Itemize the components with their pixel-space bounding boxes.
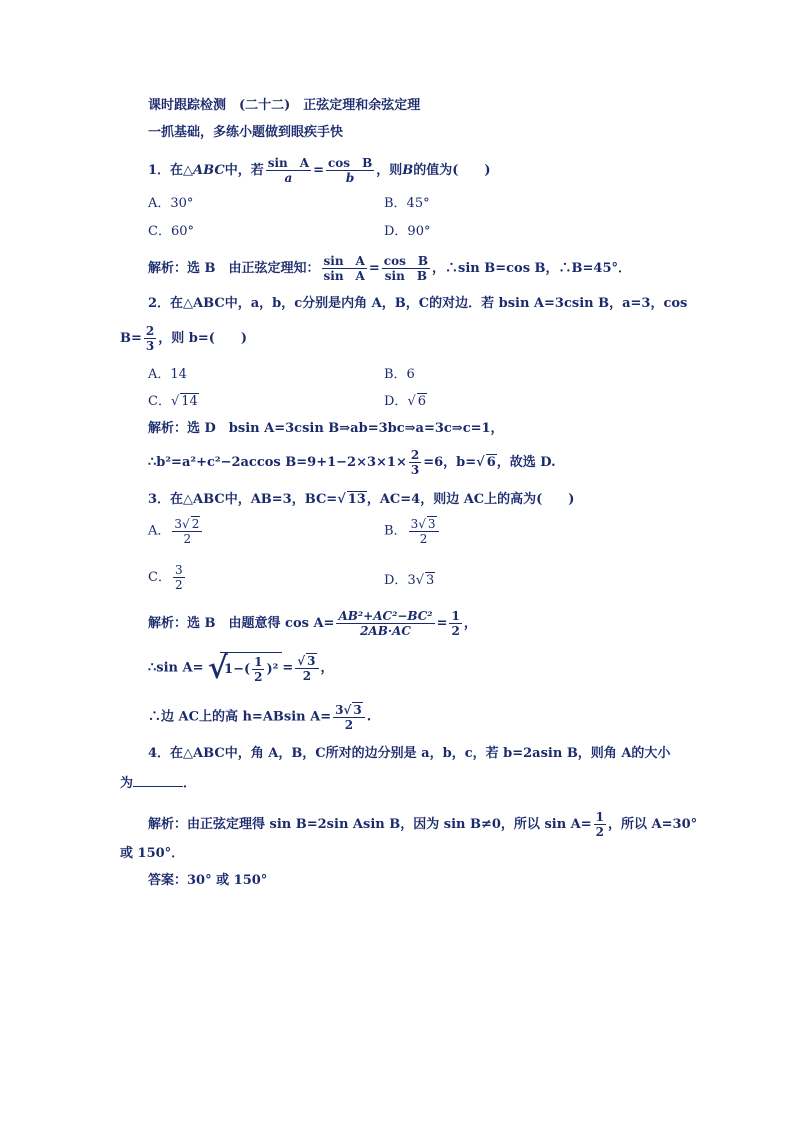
q3-solution-line3: ∴边 AC上的高 h=ABsin A= $\frac{3√ 3}{2}$ . xyxy=(148,702,371,732)
section-subtitle: 一抓基础，多练小题做到眼疾手快 xyxy=(148,125,344,140)
q1-option-b: B．45° xyxy=(384,196,430,211)
q1-stem: 1．在△ABC中，若 $\frac{\text{sin A}}{a}$ = $\frac{\text{cos B}}{b}$ ，则B的值为( ) xyxy=(148,156,491,185)
q3-option-c: C． $\frac{3}{2}$ xyxy=(148,563,183,592)
q2-option-d: D．√ 6 xyxy=(384,393,427,410)
q2-option-a: A．14 xyxy=(148,367,187,382)
q2-solution-line1: 解析：选 D bsin A=3csin B⇒ab=3bc⇒a=3c⇒c=1， xyxy=(148,421,504,436)
square-root-sign: √ 1−( $\frac{1}{2}$ )² xyxy=(208,652,282,684)
q3-option-d: D．3√ 3 xyxy=(384,572,435,589)
q3-solution-line1: 解析：选 B 由题意得 cos A= $\frac{\text{AB²+AC²−BC²}}{2AB\cdot AC}$ = $\frac{1}{2}$ ， xyxy=(148,609,477,638)
q2-stem-line2: B= $\frac{2}{3}$ ，则 b=( ) xyxy=(120,324,248,353)
q1-option-a: A．30° xyxy=(148,196,194,211)
q1-option-c: C．60° xyxy=(148,224,194,239)
q4-solution-line2: 或 150°． xyxy=(120,846,185,861)
answer-blank xyxy=(133,774,183,787)
q2-option-b: B．6 xyxy=(384,367,415,382)
q3-stem: 3．在△ABC中，AB=3，BC=√ 13，AC=4，则边 AC上的高为( ) xyxy=(148,491,574,508)
q4-stem-line2: 为 ． xyxy=(120,776,197,791)
q4-stem-line1: 4．在△ABC中，角 A，B，C所对的边分别是 a，b，c，若 b=2asin B，则角 A的大小 xyxy=(148,746,671,761)
q3-option-a: A． $\frac{3√ 2}{2}$ xyxy=(148,516,204,546)
q3-option-b: B． $\frac{3√ 3}{2}$ xyxy=(384,516,441,546)
q1-option-d: D．90° xyxy=(384,224,431,239)
q2-option-c: C．√ 14 xyxy=(148,393,199,410)
q2-solution-line2: ∴b²=a²+c²−2accos B=9+1−2×3×1× $\frac{2}{3}$ =6，b=√ 6，故选 D. xyxy=(148,448,556,477)
page-title: 课时跟踪检测 (二十二) 正弦定理和余弦定理 xyxy=(148,98,421,113)
q1-solution: 解析：选 B 由正弦定理知： $\frac{\text{sin A}}{\text{sin A}}$ = $\frac{\text{cos B}}{\text{sin B}}$ ，∴sin B=cos B，∴B=45°． xyxy=(148,254,632,283)
q4-solution-line1: 解析：由正弦定理得 sin B=2sin Asin B，因为 sin B≠0，所以 sin A= $\frac{1}{2}$ ，所以 A=30° xyxy=(148,810,698,839)
q4-answer: 答案：30° 或 150° xyxy=(148,873,268,888)
q2-stem-line1: 2．在△ABC中，a，b，c分别是内角 A，B，C的对边．若 bsin A=3csin B，a=3，cos xyxy=(148,296,688,311)
q3-solution-line2: ∴sin A= √ 1−( $\frac{1}{2}$ )² = √ $\frac{3}{2}$ ， xyxy=(148,652,334,684)
